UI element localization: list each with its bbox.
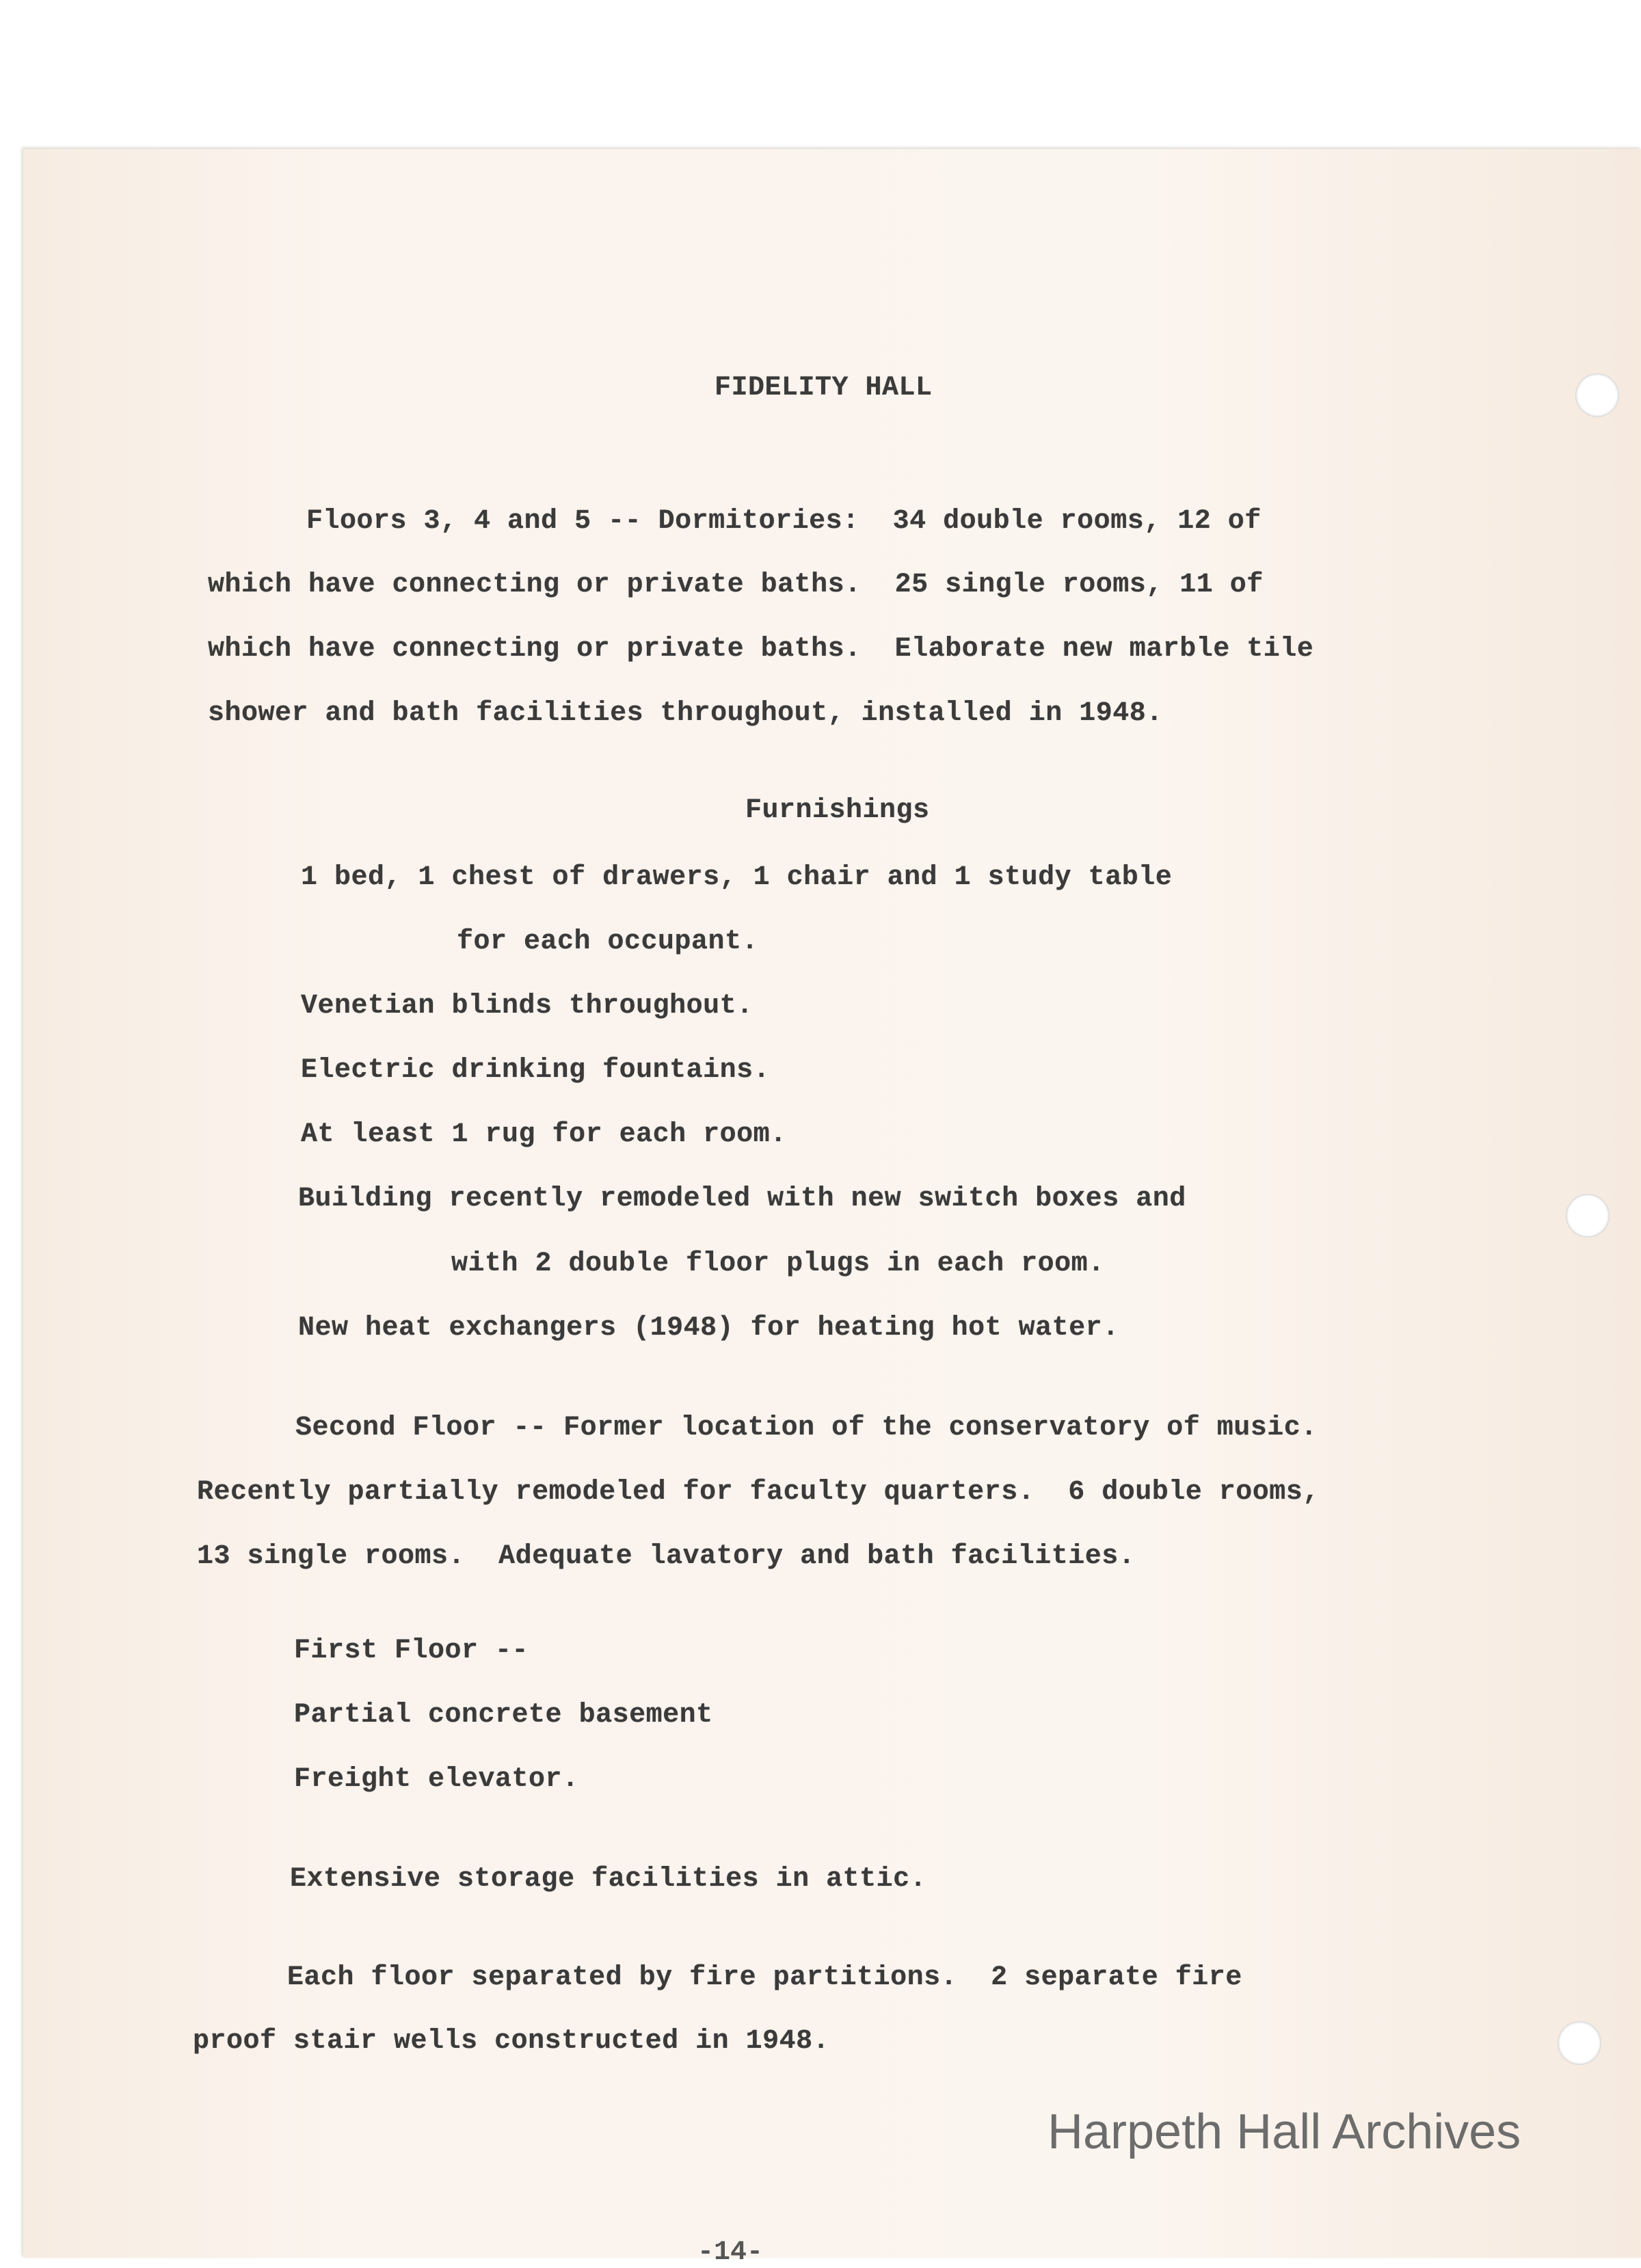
furnishings-line-2: for each occupant.	[457, 926, 759, 957]
furnishings-line-5: At least 1 rug for each room.	[301, 1119, 787, 1150]
page-number: -14-	[697, 2237, 764, 2268]
archive-watermark: Harpeth Hall Archives	[1048, 2105, 1521, 2159]
second-floor-line-3: 13 single rooms. Adequate lavatory and bath facilities.	[197, 1541, 1136, 1572]
dormitories-line-4: shower and bath facilities throughout, installed in 1948.	[208, 698, 1163, 729]
first-floor-line-2: Freight elevator.	[294, 1764, 579, 1795]
furnishings-line-1: 1 bed, 1 chest of drawers, 1 chair and 1 study table	[301, 862, 1173, 893]
dormitories-line-2: which have connecting or private baths. 25 single rooms, 11 of	[208, 570, 1264, 600]
furnishings-line-7: with 2 double floor plugs in each room.	[451, 1249, 1105, 1279]
first-floor-heading: First Floor --	[294, 1636, 529, 1666]
binder-hole-top	[1575, 373, 1619, 417]
fire-line-1: Each floor separated by fire partitions. 2 separate fire	[287, 1962, 1242, 1993]
furnishings-line-8: New heat exchangers (1948) for heating hot water.	[298, 1313, 1119, 1344]
attic-line: Extensive storage facilities in attic.	[290, 1864, 927, 1895]
first-floor-line-1: Partial concrete basement	[294, 1700, 713, 1731]
fire-line-2: proof stair wells constructed in 1948.	[193, 2026, 830, 2057]
dormitories-line-1: Floors 3, 4 and 5 -- Dormitories: 34 double rooms, 12 of	[306, 506, 1262, 537]
document-title: FIDELITY HALL	[715, 373, 933, 403]
furnishings-line-4: Electric drinking fountains.	[301, 1055, 771, 1086]
second-floor-line-1: Second Floor -- Former location of the conservatory of music.	[295, 1413, 1318, 1443]
second-floor-line-2: Recently partially remodeled for faculty quarters. 6 double rooms,	[197, 1477, 1320, 1508]
furnishings-heading: Furnishings	[745, 795, 930, 826]
furnishings-line-6: Building recently remodeled with new switch boxes and	[298, 1184, 1186, 1214]
binder-hole-middle	[1566, 1194, 1610, 1238]
dormitories-line-3: which have connecting or private baths. Elaborate new marble tile	[208, 634, 1314, 665]
binder-hole-bottom	[1558, 2021, 1601, 2065]
furnishings-line-3: Venetian blinds throughout.	[301, 991, 753, 1022]
